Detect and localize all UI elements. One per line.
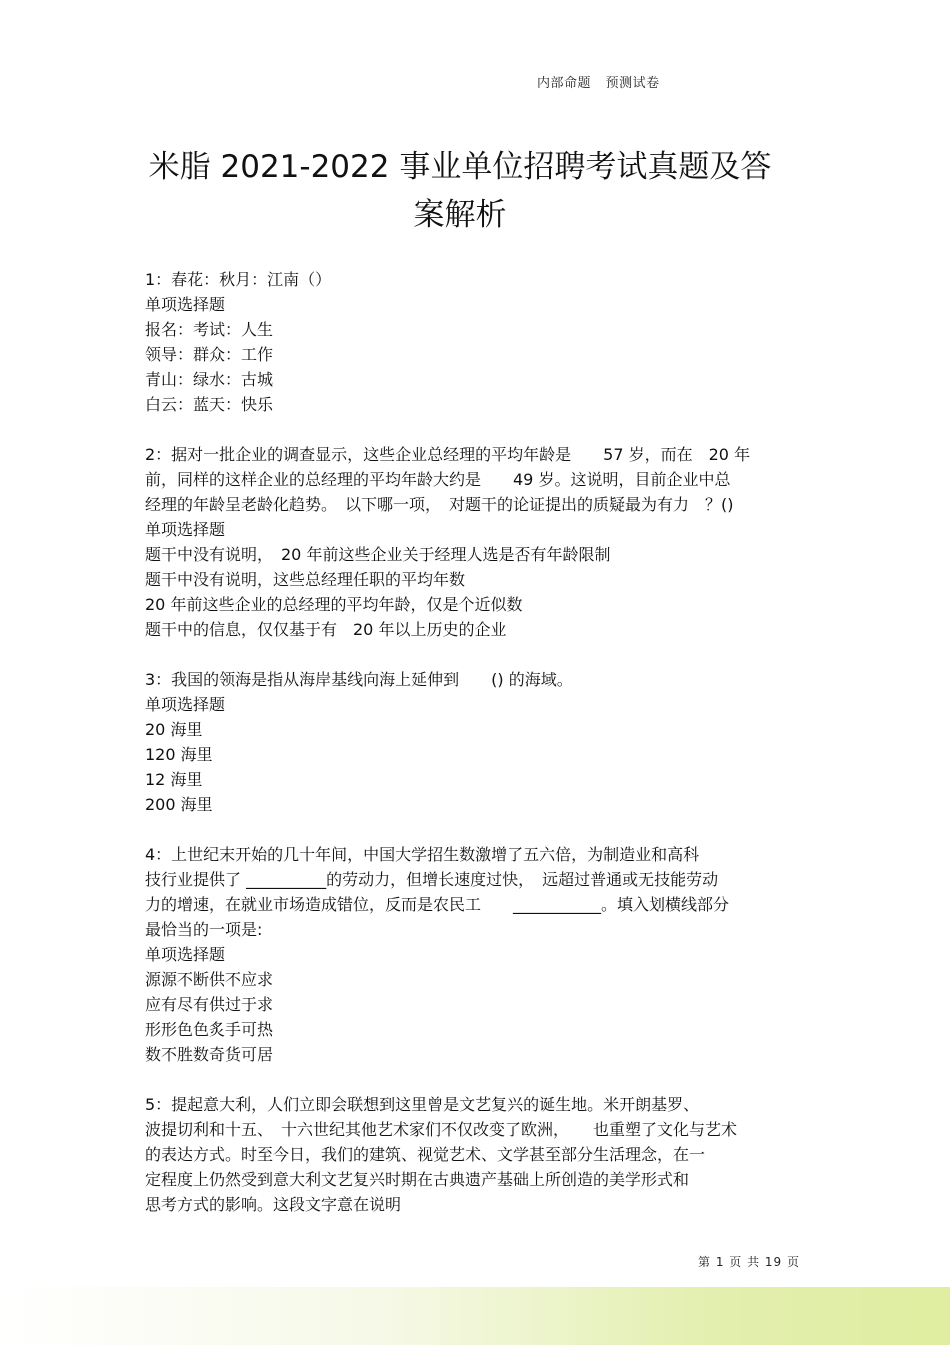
document-title (100, 143, 820, 239)
answer-option: 青山：绿水：古城 (145, 370, 274, 389)
question-stem-line: 1：春花：秋月：江南（） (145, 270, 332, 289)
question-stem-line: 最恰当的一项是: (145, 920, 263, 939)
page-footer: 第 1 页 共 19 页 (698, 1255, 800, 1269)
answer-option: 20 年前这些企业的总经理的平均年龄，仅是个近似数 (145, 595, 523, 614)
answer-option: 白云：蓝天：快乐 (145, 395, 274, 414)
title-line-1: 米脂 2021-2022 事业单位招聘考试真题及答 (148, 148, 772, 185)
answer-option: 200 海里 (145, 795, 213, 814)
question-block (145, 667, 815, 817)
question-stem-line: 3：我国的领海是指从海岸基线向海上延伸到 () 的海域。 (145, 670, 573, 689)
answer-option: 题干中没有说明，这些总经理任职的平均年数 (145, 570, 466, 589)
question-stem-line: 波提切利和十五、 十六世纪其他艺术家们不仅改变了欧洲， 也重塑了文化与艺术 (145, 1120, 738, 1139)
question-list (145, 267, 815, 1242)
question-stem-line: 4：上世纪末开始的几十年间，中国大学招生数激增了五六倍，为制造业和高科 (145, 845, 700, 864)
question-type: 单项选择题 (145, 945, 226, 964)
question-type: 单项选择题 (145, 295, 226, 314)
answer-option: 20 海里 (145, 720, 203, 739)
question-stem-line: 5：提起意大利，人们立即会联想到这里曾是文艺复兴的诞生地。米开朗基罗、 (145, 1095, 700, 1114)
answer-option: 题干中没有说明， 20 年前这些企业关于经理人选是否有年龄限制 (145, 545, 611, 564)
question-stem-line: 思考方式的影响。这段文字意在说明 (145, 1195, 402, 1214)
question-stem-line: 力的增速，在就业市场造成错位，反而是农民工 ___________。填入划横线部分 (145, 895, 730, 914)
answer-option: 报名：考试：人生 (145, 320, 274, 339)
answer-option: 题干中的信息，仅仅基于有 20 年以上历史的企业 (145, 620, 507, 639)
answer-option: 源源不断供不应求 (145, 970, 274, 989)
question-type: 单项选择题 (145, 520, 226, 539)
question-block (145, 442, 815, 642)
header-note: 内部命题 预测试卷 (537, 76, 660, 91)
question-block (145, 1092, 815, 1217)
question-stem-line: 的表达方式。时至今日，我们的建筑、视觉艺术、文学甚至部分生活理念，在一 (145, 1145, 706, 1164)
answer-option: 12 海里 (145, 770, 203, 789)
answer-option: 领导：群众：工作 (145, 345, 274, 364)
title-line-2: 案解析 (413, 196, 507, 233)
question-block (145, 842, 815, 1067)
question-stem-line: 定程度上仍然受到意大利文艺复兴时期在古典遗产基础上所创造的美学形式和 (145, 1170, 690, 1189)
question-stem-line: 技行业提供了 __________的劳动力，但增长速度过快， 远超过普通或无技能劳动 (145, 870, 719, 889)
answer-option: 数不胜数奇货可居 (145, 1045, 274, 1064)
question-stem-line: 前，同样的这样企业的总经理的平均年龄大约是 49 岁。这说明，目前企业中总 (145, 470, 731, 489)
question-stem-line: 经理的年龄呈老龄化趋势。 以下哪一项， 对题干的论证提出的质疑最为有力 ？() (145, 495, 734, 514)
question-type: 单项选择题 (145, 695, 226, 714)
answer-option: 120 海里 (145, 745, 213, 764)
question-block (145, 267, 815, 417)
question-stem-line: 2：据对一批企业的调查显示，这些企业总经理的平均年龄是 57 岁，而在 20 年 (145, 445, 751, 464)
answer-option: 应有尽有供过于求 (145, 995, 274, 1014)
answer-option: 形形色色炙手可热 (145, 1020, 274, 1039)
decorative-bottom-band (0, 1287, 950, 1345)
